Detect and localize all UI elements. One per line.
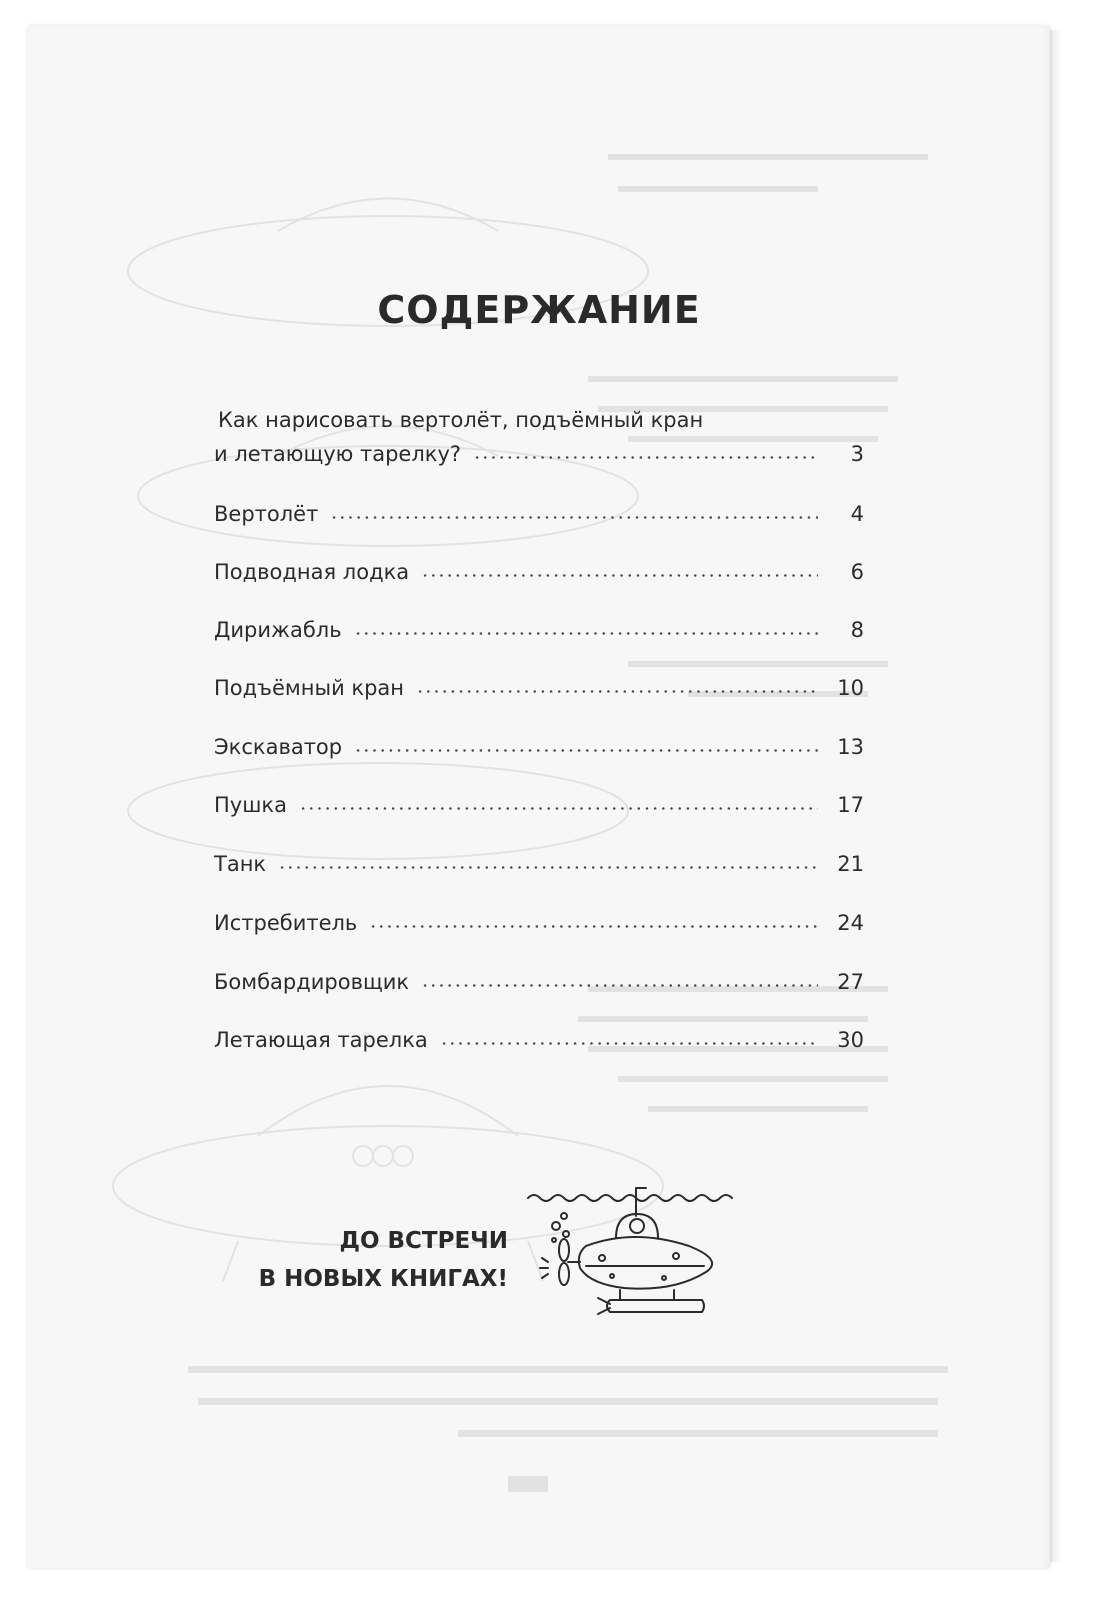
toc-entry <box>214 608 864 642</box>
dot-leader <box>421 574 818 577</box>
toc-entry-page: 6 <box>850 560 864 584</box>
toc-entry-page: 21 <box>837 852 864 876</box>
toc-entry-label: Дирижабль <box>214 618 342 642</box>
page-title: СОДЕРЖАНИЕ <box>377 288 701 332</box>
toc-entry-label-line1: Как нарисовать вертолёт, подъёмный кран <box>218 408 704 432</box>
dot-leader <box>330 516 818 519</box>
dot-leader <box>354 749 818 752</box>
dot-leader <box>416 690 818 693</box>
toc-entry-label: Подъёмный кран <box>214 676 405 700</box>
toc-entry-label: Подводная лодка <box>214 560 410 584</box>
dot-leader <box>354 632 818 635</box>
toc-entry-page: 24 <box>837 911 864 935</box>
toc-entry <box>214 725 864 759</box>
toc-entry <box>214 842 864 876</box>
book-page <box>28 26 1050 1568</box>
dot-leader <box>299 807 818 810</box>
toc-entry <box>214 960 864 994</box>
toc-entry <box>214 1018 864 1052</box>
toc-entry-label: Истребитель <box>214 911 358 935</box>
toc-entry-label: Экскаватор <box>214 735 343 759</box>
farewell-line: В НОВЫХ КНИГАХ! <box>258 1266 508 1292</box>
dot-leader <box>473 456 818 459</box>
toc-entry-label: Летающая тарелка <box>214 1028 428 1052</box>
toc-entry-label: Танк <box>214 852 267 876</box>
toc-entry <box>214 550 864 584</box>
toc-entry-label: и летающую тарелку? <box>214 442 462 466</box>
toc-entry <box>214 666 864 700</box>
farewell-line: ДО ВСТРЕЧИ <box>339 1228 508 1254</box>
toc-entry <box>214 492 864 526</box>
toc-entry-page: 27 <box>837 970 864 994</box>
toc-entry-page: 4 <box>850 502 864 526</box>
toc-entry-label: Бомбардировщик <box>214 970 410 994</box>
submarine-illustration-icon <box>524 1176 744 1326</box>
toc-entry <box>214 783 864 817</box>
toc-entry-label: Вертолёт <box>214 502 319 526</box>
toc-entry <box>214 901 864 935</box>
dot-leader <box>440 1042 818 1045</box>
toc-entry-page: 13 <box>837 735 864 759</box>
toc-entry-label: Пушка <box>214 793 287 817</box>
dot-leader <box>278 866 818 869</box>
page-edge <box>1050 30 1062 1562</box>
toc-entry-page: 8 <box>850 618 864 642</box>
toc-entry-page: 10 <box>837 676 864 700</box>
farewell-message <box>228 1222 508 1298</box>
dot-leader <box>369 925 818 928</box>
toc-entry-page: 17 <box>837 793 864 817</box>
toc-entry <box>214 432 864 466</box>
toc-entry-page: 30 <box>837 1028 864 1052</box>
dot-leader <box>421 984 818 987</box>
toc-entry-page: 3 <box>850 442 864 466</box>
